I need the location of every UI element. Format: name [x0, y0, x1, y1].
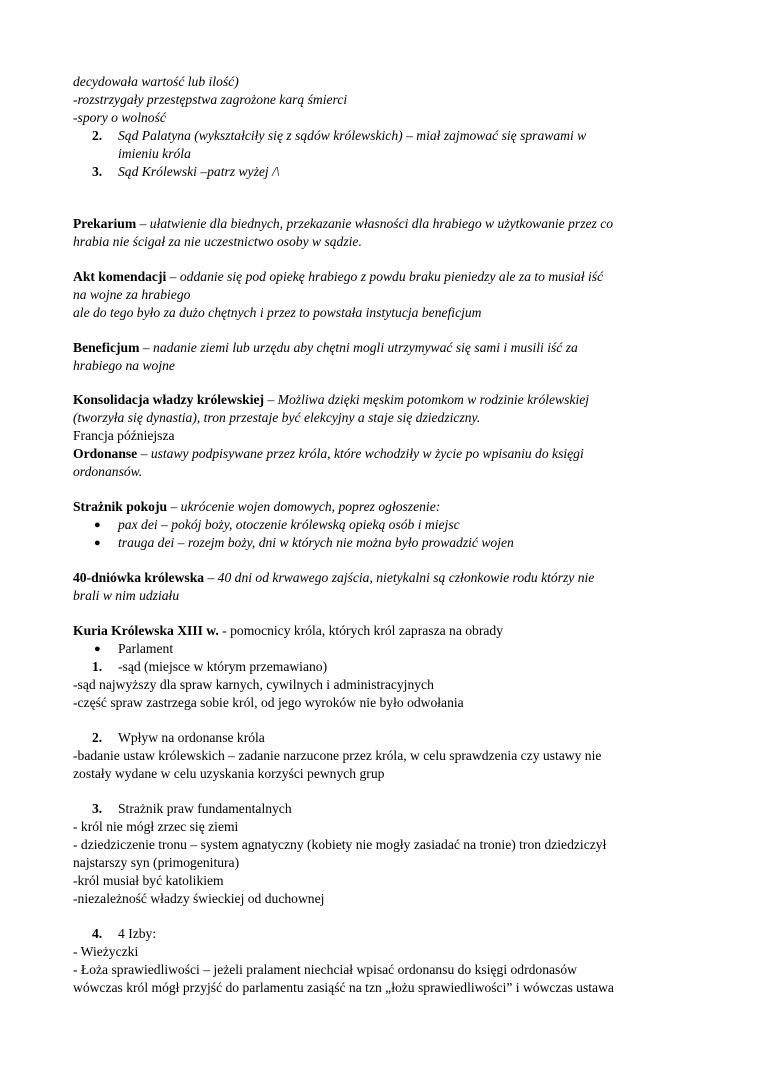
- text-line: -spory o wolność: [73, 110, 166, 125]
- definition-prekarium: [73, 215, 613, 233]
- text-line: decydowała wartość lub ilość): [73, 74, 239, 89]
- text-line: zostały wydane w celu uzyskania korzyści pewnych grup: [73, 766, 385, 781]
- list-item-text: Sąd Palatyna (wykształciły się z sądów królewskich) – miał zajmować się sprawami w: [118, 128, 587, 143]
- definition-text: – ułatwienie dla biednych, przekazanie własności dla hrabiego w użytkowanie przez co: [136, 216, 614, 231]
- term: Ordonanse: [73, 446, 138, 461]
- list-number: 3.: [92, 801, 103, 816]
- bullet-text: pax dei – pokój boży, otoczenie królewską opieką osób i miejsc: [118, 517, 460, 532]
- definition-text: – oddanie się pod opiekę hrabiego z powdu braku pieniedzy ale za to musiał iść: [166, 269, 604, 284]
- list-item-text: Sąd Królewski –patrz wyżej /\: [118, 164, 280, 179]
- term: Prekarium: [73, 216, 137, 231]
- text-line: - Łoża sprawiedliwości – jeżeli pralament niechciał wpisać ordonansu do księgi odrdonasów: [73, 962, 577, 977]
- text-line: hrabia nie ścigał za nie uczestnictwo osoby w sądzie.: [73, 234, 362, 249]
- definition-text: – ustawy podpisywane przez króla, które wchodziły w życie po wpisaniu do księgi: [137, 446, 584, 461]
- text-line: -niezależność władzy świeckiej od duchownej: [73, 891, 325, 906]
- text-line: -badanie ustaw królewskich – zadanie narzucone przez króla, w celu sprawdzenia czy ustawy nie: [73, 748, 602, 763]
- text-line: (tworzyła się dynastia), tron przestaje być elekcyjny a staje się dziedziczny.: [73, 410, 481, 425]
- text-line: - Wieżyczki: [73, 944, 139, 959]
- bullet-text: trauga dei – rozejm boży, dni w których nie można było prowadzić wojen: [118, 535, 514, 550]
- list-number: 4.: [92, 926, 103, 941]
- text-line: hrabiego na wojne: [73, 358, 175, 373]
- text-line: - dziedziczenie tronu – system agnatyczny (kobiety nie mogły zasiadać na tronie) tron dziedziczył: [73, 837, 607, 852]
- definition-akt-komendacji: [73, 268, 603, 286]
- definition-text: – Możliwa dzięki męskim potomkom w rodzinie królewskiej: [264, 392, 590, 407]
- text-line: Francja późniejsza: [73, 428, 175, 443]
- text-line: wówczas król mógł przyjść do parlamentu zasiąść na tzn „łożu sprawiedliwości” i wówczas ustawa: [73, 980, 614, 995]
- text-line: na wojne za hrabiego: [73, 287, 191, 302]
- definition-text: – ukrócenie wojen domowych, poprez ogłoszenie:: [167, 499, 441, 514]
- text-line: brali w nim udziału: [73, 588, 180, 603]
- list-item-text: -sąd (miejsce w którym przemawiano): [118, 659, 328, 674]
- list-number: 1.: [92, 659, 103, 674]
- definition-straznik-pokoju: [73, 498, 440, 516]
- definition-text: - pomocnicy króla, których król zaprasza na obrady: [218, 623, 504, 638]
- term: Beneficjum: [73, 340, 140, 355]
- bullet-icon: ●: [94, 519, 101, 531]
- term: Strażnik pokoju: [73, 499, 168, 514]
- list-number: 2.: [92, 730, 103, 745]
- bullet-icon: ●: [94, 537, 101, 549]
- text-line: ale do tego było za dużo chętnych i przez to powstała instytucja beneficjum: [73, 305, 482, 320]
- list-number: 3.: [92, 164, 103, 179]
- text-line: -rozstrzygały przestępstwa zagrożone karą śmierci: [73, 92, 348, 107]
- definition-text: – 40 dni od krwawego zajścia, nietykalni są członkowie rodu którzy nie: [204, 570, 595, 585]
- term: Konsolidacja władzy królewskiej: [73, 392, 265, 407]
- bullet-icon: ●: [94, 643, 101, 655]
- definition-konsolidacja: [73, 391, 589, 409]
- text-line: - król nie mógł zrzec się ziemi: [73, 819, 239, 834]
- text-line: ordonansów.: [73, 464, 143, 479]
- definition-kuria: [73, 622, 503, 640]
- definition-40-dniowka: [73, 569, 594, 587]
- text-line: najstarszy syn (primogenitura): [73, 855, 240, 870]
- definition-text: – nadanie ziemi lub urzędu aby chętni mogli utrzymywać się sami i musili iść za: [139, 340, 578, 355]
- definition-ordonanse: [73, 445, 584, 463]
- text-line: -część spraw zastrzega sobie król, od jego wyroków nie było odwołania: [73, 695, 464, 710]
- list-number: 2.: [92, 128, 103, 143]
- text-line: -król musiał być katolikiem: [73, 873, 224, 888]
- bullet-text: Parlament: [118, 641, 174, 656]
- term: Akt komendacji: [73, 269, 167, 284]
- definition-beneficjum: [73, 339, 578, 357]
- term: 40-dniówka królewska: [73, 570, 205, 585]
- list-item-text: Strażnik praw fundamentalnych: [118, 801, 292, 816]
- list-item-text: 4 Izby:: [118, 926, 157, 941]
- text-line: -sąd najwyższy dla spraw karnych, cywilnych i administracyjnych: [73, 677, 434, 692]
- term: Kuria Królewska XIII w.: [73, 623, 219, 638]
- list-item-text: Wpływ na ordonanse króla: [118, 730, 265, 745]
- list-item-text: imieniu króla: [118, 146, 191, 161]
